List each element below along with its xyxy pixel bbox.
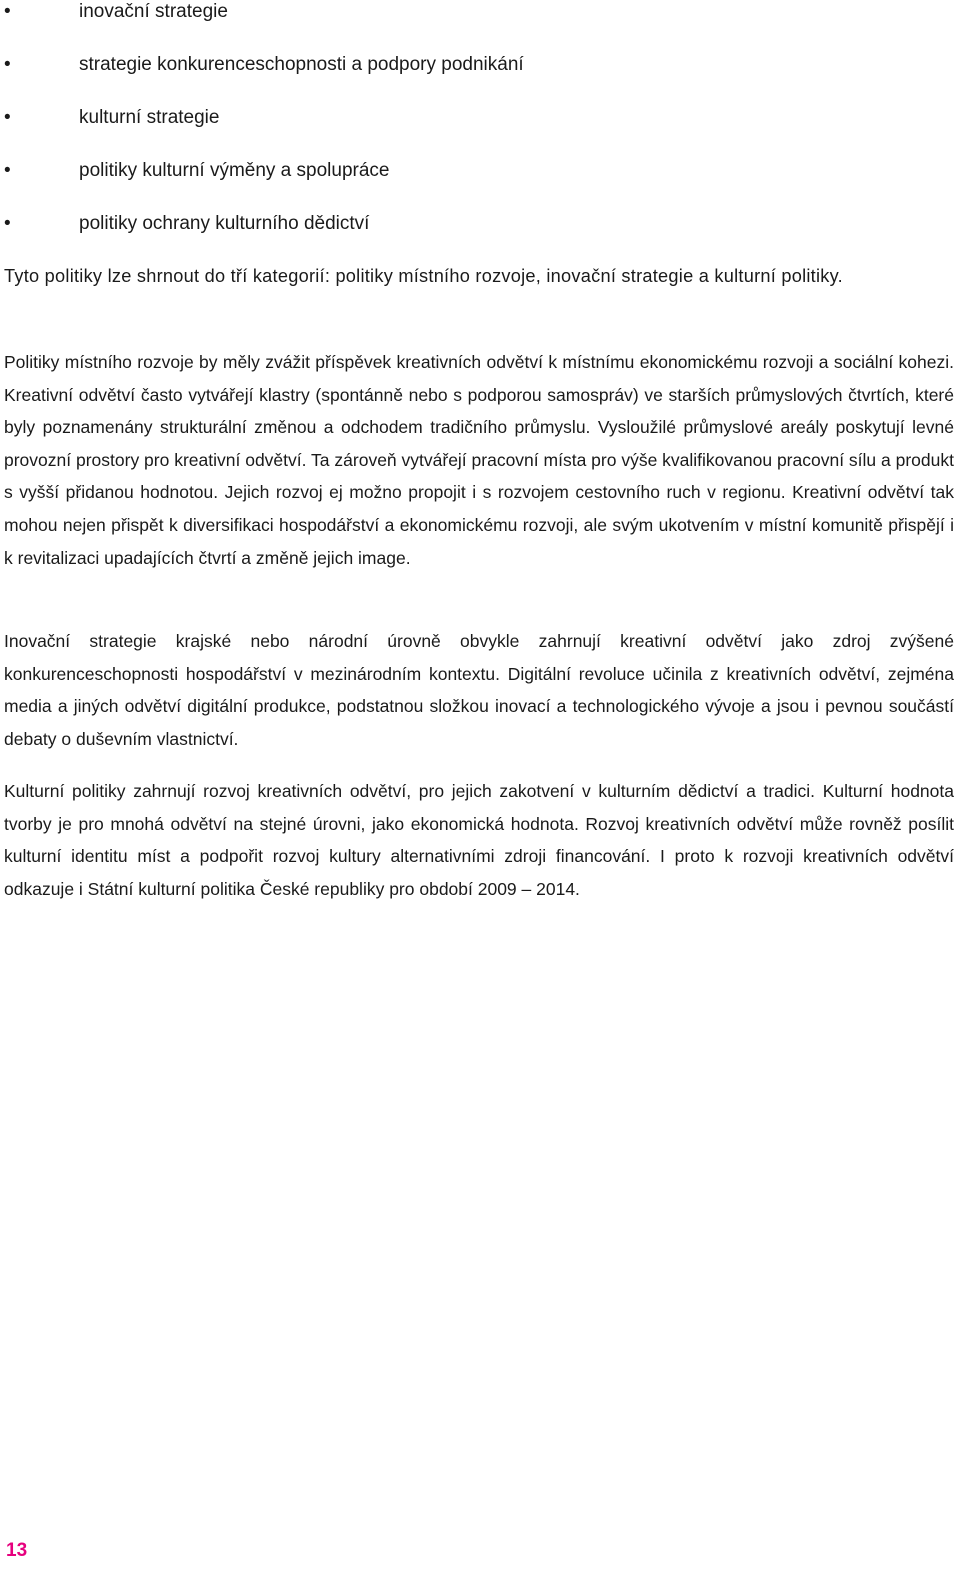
bullet-text: politiky kulturní výměny a spolupráce — [79, 160, 390, 181]
innovation-strategy-paragraph: Inovační strategie krajské nebo národní úrovně obvykle zahrnují kreativní odvětví jako zdroj zvýšené konkurenceschopnosti hospodářství v mezinárodním kontextu. Digitální revoluce učinila z kreativních odvětví, zejména media a jiných odvětví digitální produkce, podstatnou složkou inovací a technologického vývoje a jsou i pevnou součástí debaty o duševním vlastnictví. — [4, 631, 954, 749]
bullet-item — [0, 159, 955, 212]
page-number: 13 — [6, 1540, 28, 1561]
summary-paragraph: Tyto politiky lze shrnout do tří kategorií: politiky místního rozvoje, inovační strategie a kulturní politiky. — [4, 266, 843, 286]
bullet-item — [0, 106, 955, 159]
local-development-paragraph: Politiky místního rozvoje by měly zvážit příspěvek kreativních odvětví k místnímu ekonomickému rozvoji a sociální kohezi. Kreativní odvětví často vytvářejí klastry (spontánně nebo s podporou samospráv) ve starších průmyslových čtvrtích, které byly poznamenány strukturální změnou a odchodem tradičního průmyslu. Vysloužilé průmyslové areály poskytují levné provozní prostory pro kreativní odvětví. Ta zároveň vytvářejí pracovní místa pro výše kvalifikovanou pracovní sílu a produkt s vyšší přidanou hodnotou. Jejich rozvoj ej možno propojit i s rozvojem cestovního ruch v regionu. Kreativní odvětví tak mohou nejen přispět k diversifikaci hospodářství a ekonomickému rozvoji, ale svým ukotvením v místní komunitě přispějí i k revitalizaci upadajících čtvrtí a změně jejich image. — [4, 352, 954, 568]
bullet-text: politiky ochrany kulturního dědictví — [79, 213, 370, 234]
cultural-policy-paragraph: Kulturní politiky zahrnují rozvoj kreativních odvětví, pro jejich zakotvení v kulturním dědictví a tradici. Kulturní hodnota tvorby je pro mnohá odvětví na stejné úrovni, jako ekonomická hodnota. Rozvoj kreativních odvětví může rovněž posílit kulturní identitu míst a podpořit rozvoj kultury alternativními zdroji financování. I proto k rozvoji kreativních odvětví odkazuje i Státní kulturní politika České republiky pro období 2009 – 2014. — [4, 781, 954, 899]
bullet-text: strategie konkurenceschopnosti a podpory podnikání — [79, 54, 524, 75]
bullet-text: kulturní strategie — [79, 107, 220, 128]
bullet-symbol: • — [4, 107, 11, 128]
bullet-item — [0, 53, 955, 106]
bullet-symbol: • — [4, 54, 11, 75]
bullet-text: inovační strategie — [79, 1, 228, 22]
bullet-symbol: • — [4, 160, 11, 181]
policy-bullet-list — [0, 0, 955, 265]
bullet-item — [0, 0, 955, 53]
bullet-symbol: • — [4, 1, 11, 22]
bullet-symbol: • — [4, 213, 11, 234]
bullet-item — [0, 212, 955, 265]
